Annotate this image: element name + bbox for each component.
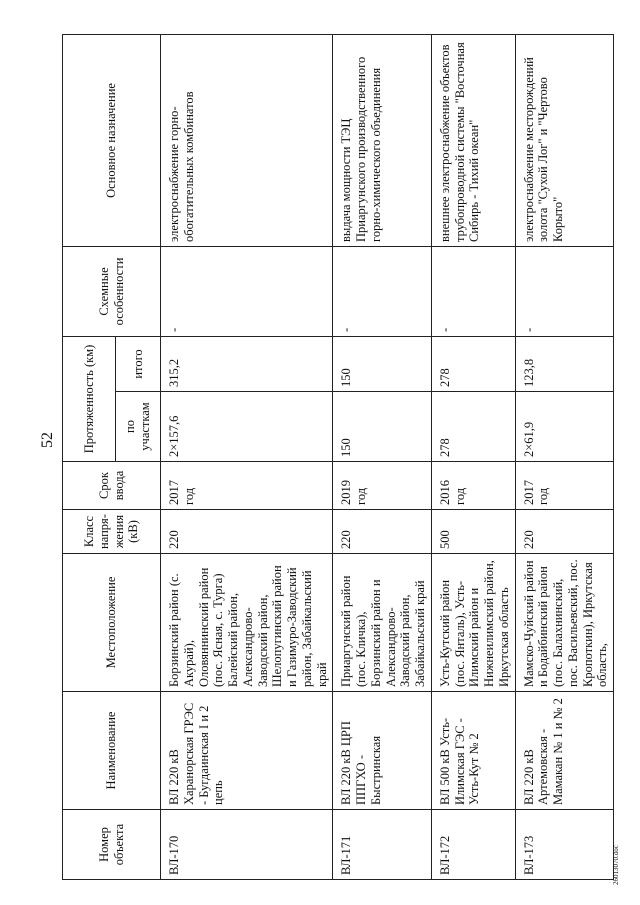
header-term: Срок ввода [63,462,161,510]
cell-length-total: 123,8 [515,336,614,391]
footer-document-code: 26013070.doc [612,845,620,885]
cell-location: Приаргунский район (пос. Кличка), Борзинский район и Александрово-Заводский район, Забайкальский край [333,554,432,692]
cell-number: ВЛ-172 [431,810,515,880]
cell-term: 2019 год [333,462,432,510]
cell-term: 2017 год [515,462,614,510]
cell-purpose: внешнее электроснабжение объектов трубопроводной системы "Восточная Сибирь - Тихий океан" [431,34,515,246]
cell-voltage: 220 [161,510,333,554]
header-features: Схемные особенности [63,246,161,336]
cell-term: 2017 год [161,462,333,510]
cell-length-total: 278 [431,336,515,391]
cell-features: - [161,246,333,336]
cell-number: ВЛ-171 [333,810,432,880]
cell-length-sections: 278 [431,392,515,462]
cell-term: 2016 год [431,462,515,510]
cell-purpose: выдача мощности ТЭЦ Приаргунского производственного горно-химического объединения [333,34,432,246]
header-length-group: Протяженность (км) [63,336,116,461]
table-row [333,34,432,879]
cell-features: - [515,246,614,336]
header-location: Местоположение [63,554,161,692]
cell-length-sections: 2×61,9 [515,392,614,462]
rotated-table-sheet [62,35,610,880]
table-header-row [63,34,116,879]
header-number: Номер объекта [63,810,161,880]
cell-voltage: 220 [333,510,432,554]
cell-name: ВЛ 220 кВ ЦРП ППГХО - Быстринская [333,692,432,810]
cell-name: ВЛ 500 кВ Усть-Илимская ГЭС - Усть-Кут № 2 [431,692,515,810]
cell-features: - [431,246,515,336]
cell-number: ВЛ-173 [515,810,614,880]
header-name: Наименование [63,692,161,810]
cell-name: ВЛ 220 кВ Артемовская - Мамакан № 1 и № 2 [515,692,614,810]
cell-location: Усть-Кутский район (пос. Янталь), Усть-Илимский район и Нижнеилимский район, Иркутская область [431,554,515,692]
header-length-total: итого [116,336,161,391]
table-row [515,34,614,879]
cell-voltage: 220 [515,510,614,554]
cell-location: Мамско-Чуйский район и Бодайбинский район (пос. Балахнинский, пос. Васильевский, пос. Кропоткин), Иркутская область, [515,554,614,692]
cell-voltage: 500 [431,510,515,554]
header-purpose: Основное назначение [63,34,161,246]
header-voltage: Класс напря-жения (кВ) [63,510,161,554]
cell-purpose: электроснабжение месторождений золота "Сухой Лог" и "Чертово Корыто" [515,34,614,246]
cell-features: - [333,246,432,336]
cell-length-total: 315,2 [161,336,333,391]
cell-name: ВЛ 220 кВ Харанорская ГРЭС - Бугдаинская I и 2 цепь [161,692,333,810]
cell-location: Борзинский район (с. Акурай), Оловяннинский район (пос. Ясная, с. Турга) Балейский район, Александрово-Заводский район, Шелопугинский район и Газимуро-Заводский район, Забайкальский край [161,554,333,692]
power-lines-table [62,34,614,880]
page-number: 52 [39,432,56,448]
header-length-sections: по участкам [116,392,161,462]
table-row [431,34,515,879]
cell-length-sections: 2×157,6 [161,392,333,462]
cell-purpose: электроснабжение горно-обогатительных комбинатов [161,34,333,246]
cell-length-total: 150 [333,336,432,391]
cell-length-sections: 150 [333,392,432,462]
cell-number: ВЛ-170 [161,810,333,880]
table-row [161,34,333,879]
